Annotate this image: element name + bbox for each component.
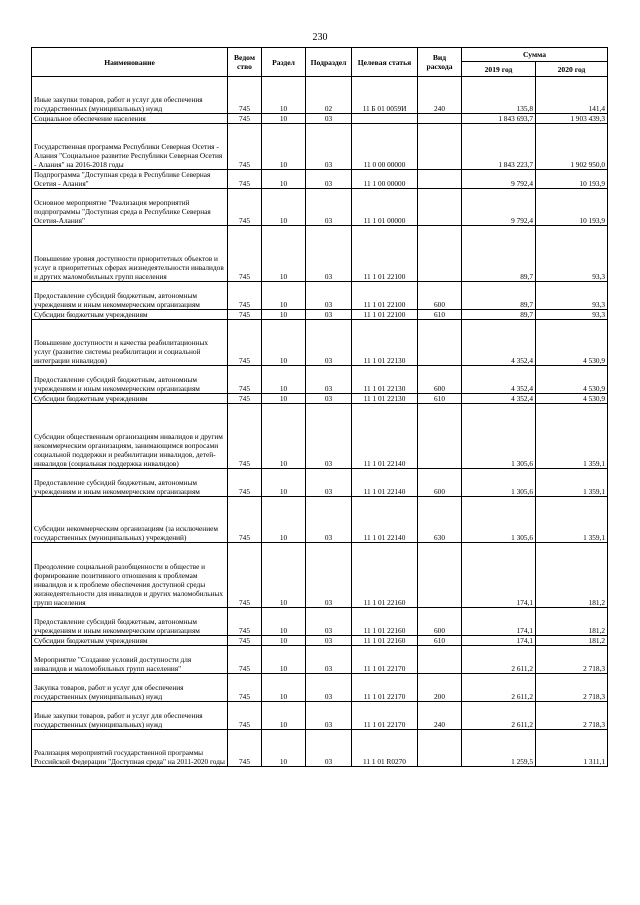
row-ved: 745 [228, 282, 262, 310]
row-name: Основное мероприятие "Реализация мероприятий подпрограммы "Доступная среда в Республике Северная Осетия-Алания" [32, 189, 228, 226]
row-razdel: 10 [262, 320, 306, 366]
row-sum-2020: 1 359,1 [536, 497, 608, 543]
row-sum-2019: 89,7 [462, 282, 536, 310]
row-ved: 745 [228, 636, 262, 646]
row-ved: 745 [228, 226, 262, 282]
row-sum-2020: 181,2 [536, 543, 608, 608]
row-cst: 11 1 01 22160 [352, 608, 418, 636]
row-sum-2019: 135,8 [462, 77, 536, 114]
row-cst: 11 1 01 22160 [352, 543, 418, 608]
row-sum-2020: 4 530,9 [536, 320, 608, 366]
table-row [32, 320, 608, 366]
budget-table [31, 47, 608, 767]
row-razdel: 10 [262, 543, 306, 608]
table-row [32, 77, 608, 114]
row-razdel: 10 [262, 674, 306, 702]
header-cst: Целевая статья [352, 48, 418, 77]
row-name: Социальное обеспечение населения [32, 114, 228, 124]
row-vid: 610 [418, 636, 462, 646]
row-razdel: 10 [262, 469, 306, 497]
row-sum-2019: 2 611,2 [462, 674, 536, 702]
row-razdel: 10 [262, 366, 306, 394]
row-razdel: 10 [262, 646, 306, 674]
row-vid [418, 170, 462, 189]
row-podrazdel: 03 [306, 608, 352, 636]
row-name: Повышение доступности и качества реабилитационных услуг (развитие системы реабилитации и социальной интеграции инвалидов) [32, 320, 228, 366]
table-row [32, 170, 608, 189]
row-cst: 11 Б 01 0059И [352, 77, 418, 114]
row-podrazdel: 03 [306, 636, 352, 646]
row-sum-2019: 2 611,2 [462, 702, 536, 730]
table-row [32, 226, 608, 282]
row-cst: 11 1 01 00000 [352, 189, 418, 226]
row-cst: 11 0 00 00000 [352, 124, 418, 170]
row-name: Иные закупки товаров, работ и услуг для обеспечения государственных (муниципальных) нужд [32, 702, 228, 730]
table-body [32, 77, 608, 767]
row-ved: 745 [228, 320, 262, 366]
table-row [32, 636, 608, 646]
row-razdel: 10 [262, 170, 306, 189]
row-name: Предоставление субсидий бюджетным, автономным учреждениям и иным некоммерческим организациям [32, 366, 228, 394]
row-podrazdel: 03 [306, 730, 352, 767]
row-cst: 11 1 01 22100 [352, 310, 418, 320]
row-vid: 630 [418, 497, 462, 543]
row-name: Субсидии бюджетным учреждениям [32, 394, 228, 404]
page-number: 230 [312, 32, 328, 43]
row-podrazdel: 03 [306, 226, 352, 282]
row-razdel: 10 [262, 394, 306, 404]
row-sum-2019: 1 259,5 [462, 730, 536, 767]
row-cst: 11 1 00 00000 [352, 170, 418, 189]
row-vid [418, 543, 462, 608]
table-row [32, 702, 608, 730]
row-podrazdel: 03 [306, 366, 352, 394]
row-razdel: 10 [262, 310, 306, 320]
row-name: Субсидии бюджетным учреждениям [32, 636, 228, 646]
table-row [32, 674, 608, 702]
row-ved: 745 [228, 170, 262, 189]
row-sum-2020: 93,3 [536, 282, 608, 310]
row-ved: 745 [228, 77, 262, 114]
row-sum-2020: 1 903 439,3 [536, 114, 608, 124]
row-vid [418, 226, 462, 282]
row-name: Мероприятие "Создание условий доступности для инвалидов и маломобильных групп населения" [32, 646, 228, 674]
row-vid [418, 646, 462, 674]
table-row [32, 497, 608, 543]
row-name: Преодоление социальной разобщенности в обществе и формирование позитивного отношения к проблемам инвалидов и к проблеме обеспечения доступной среды жизнедеятельности для инвалидов и других маломобильных групп населения [32, 543, 228, 608]
row-vid: 240 [418, 77, 462, 114]
row-vid: 240 [418, 702, 462, 730]
row-sum-2020: 10 193,9 [536, 189, 608, 226]
row-name: Субсидии бюджетным учреждениям [32, 310, 228, 320]
row-sum-2020: 4 530,9 [536, 394, 608, 404]
row-podrazdel: 02 [306, 77, 352, 114]
table-row [32, 608, 608, 636]
row-sum-2019: 1 843 223,7 [462, 124, 536, 170]
row-vid: 200 [418, 674, 462, 702]
row-razdel: 10 [262, 282, 306, 310]
row-sum-2020: 1 359,1 [536, 469, 608, 497]
row-sum-2019: 174,1 [462, 608, 536, 636]
row-sum-2019: 2 611,2 [462, 646, 536, 674]
row-sum-2020: 2 718,3 [536, 674, 608, 702]
row-sum-2020: 93,3 [536, 310, 608, 320]
row-sum-2020: 141,4 [536, 77, 608, 114]
table-row [32, 366, 608, 394]
row-ved: 745 [228, 404, 262, 469]
row-sum-2019: 1 305,6 [462, 497, 536, 543]
row-ved: 745 [228, 310, 262, 320]
row-cst: 11 1 01 22140 [352, 469, 418, 497]
row-podrazdel: 03 [306, 469, 352, 497]
table-row [32, 469, 608, 497]
row-razdel: 10 [262, 226, 306, 282]
table-row [32, 124, 608, 170]
row-sum-2020: 2 718,3 [536, 646, 608, 674]
row-name: Повышение уровня доступности приоритетных объектов и услуг в приоритетных сферах жизнедеятельности инвалидов и других маломобильных групп населения [32, 226, 228, 282]
header-name: Наименование [32, 48, 228, 77]
row-ved: 745 [228, 189, 262, 226]
row-cst: 11 1 01 22130 [352, 394, 418, 404]
row-name: Реализация мероприятий государственной программы Российской Федерации "Доступная среда" на 2011-2020 годы [32, 730, 228, 767]
row-podrazdel: 03 [306, 124, 352, 170]
table-row [32, 543, 608, 608]
row-podrazdel: 03 [306, 282, 352, 310]
row-cst: 11 1 01 22170 [352, 646, 418, 674]
row-razdel: 10 [262, 497, 306, 543]
row-sum-2019: 9 792,4 [462, 189, 536, 226]
row-sum-2019: 174,1 [462, 543, 536, 608]
row-vid: 610 [418, 394, 462, 404]
row-vid [418, 189, 462, 226]
row-name: Предоставление субсидий бюджетным, автономным учреждениям и иным некоммерческим организациям [32, 608, 228, 636]
row-sum-2019: 1 843 693,7 [462, 114, 536, 124]
row-vid [418, 124, 462, 170]
row-ved: 745 [228, 730, 262, 767]
row-sum-2019: 9 792,4 [462, 170, 536, 189]
row-razdel: 10 [262, 114, 306, 124]
row-sum-2020: 181,2 [536, 608, 608, 636]
header-summa: Сумма [462, 48, 608, 62]
row-vid [418, 320, 462, 366]
row-sum-2020: 181,2 [536, 636, 608, 646]
row-ved: 745 [228, 469, 262, 497]
row-ved: 745 [228, 674, 262, 702]
row-razdel: 10 [262, 608, 306, 636]
row-vid [418, 114, 462, 124]
row-podrazdel: 03 [306, 404, 352, 469]
row-ved: 745 [228, 114, 262, 124]
header-podrazdel: Подраздел [306, 48, 352, 77]
row-razdel: 10 [262, 77, 306, 114]
header-razdel: Раздел [262, 48, 306, 77]
header-year-2019: 2019 год [462, 62, 536, 77]
row-podrazdel: 03 [306, 189, 352, 226]
table-row [32, 189, 608, 226]
row-sum-2020: 1 902 950,0 [536, 124, 608, 170]
row-vid: 610 [418, 310, 462, 320]
row-cst: 11 1 01 22170 [352, 702, 418, 730]
row-sum-2019: 174,1 [462, 636, 536, 646]
row-podrazdel: 03 [306, 394, 352, 404]
row-ved: 745 [228, 543, 262, 608]
row-cst: 11 1 01 22100 [352, 226, 418, 282]
row-cst: 11 1 01 22160 [352, 636, 418, 646]
row-sum-2020: 93,3 [536, 226, 608, 282]
header-ved: Ведом ство [228, 48, 262, 77]
row-ved: 745 [228, 497, 262, 543]
row-cst: 11 1 01 22130 [352, 320, 418, 366]
row-razdel: 10 [262, 189, 306, 226]
row-razdel: 10 [262, 636, 306, 646]
row-razdel: 10 [262, 702, 306, 730]
table-row [32, 310, 608, 320]
row-cst: 11 1 01 22130 [352, 366, 418, 394]
row-name: Субсидии общественным организациям инвалидов и другим некоммерческим организациям, занимающимся вопросами социальной поддержки и реабилитации инвалидов, детей-инвалидов (социальная поддержка инвалидов) [32, 404, 228, 469]
row-cst: 11 1 01 R0270 [352, 730, 418, 767]
row-cst: 11 1 01 22100 [352, 282, 418, 310]
row-vid: 600 [418, 608, 462, 636]
row-ved: 745 [228, 366, 262, 394]
row-vid [418, 404, 462, 469]
row-podrazdel: 03 [306, 114, 352, 124]
row-vid: 600 [418, 469, 462, 497]
row-sum-2019: 1 305,6 [462, 404, 536, 469]
row-podrazdel: 03 [306, 646, 352, 674]
row-sum-2019: 89,7 [462, 226, 536, 282]
row-podrazdel: 03 [306, 702, 352, 730]
row-cst: 11 1 01 22140 [352, 404, 418, 469]
row-cst [352, 114, 418, 124]
row-razdel: 10 [262, 404, 306, 469]
row-sum-2020: 1 359,1 [536, 404, 608, 469]
row-podrazdel: 03 [306, 170, 352, 189]
row-razdel: 10 [262, 730, 306, 767]
header-vid: Вид расхода [418, 48, 462, 77]
row-podrazdel: 03 [306, 543, 352, 608]
row-sum-2020: 10 193,9 [536, 170, 608, 189]
table-row [32, 394, 608, 404]
row-podrazdel: 03 [306, 310, 352, 320]
table-row [32, 114, 608, 124]
row-podrazdel: 03 [306, 320, 352, 366]
row-sum-2019: 1 305,6 [462, 469, 536, 497]
table-row [32, 646, 608, 674]
row-ved: 745 [228, 646, 262, 674]
row-sum-2020: 2 718,3 [536, 702, 608, 730]
row-name: Закупка товаров, работ и услуг для обеспечения государственных (муниципальных) нужд [32, 674, 228, 702]
header-year-2020: 2020 год [536, 62, 608, 77]
row-sum-2020: 4 530,9 [536, 366, 608, 394]
row-cst: 11 1 01 22140 [352, 497, 418, 543]
row-podrazdel: 03 [306, 674, 352, 702]
row-podrazdel: 03 [306, 497, 352, 543]
row-vid: 600 [418, 282, 462, 310]
row-name: Государственная программа Республики Северная Осетия - Алания "Социальное развитие Республики Северная Осетия - Алания" на 2016-2018 годы [32, 124, 228, 170]
row-name: Субсидии некоммерческим организациям (за исключением государственных (муниципальных) учреждений) [32, 497, 228, 543]
row-name: Предоставление субсидий бюджетным, автономным учреждениям и иным некоммерческим организациям [32, 282, 228, 310]
row-name: Предоставление субсидий бюджетным, автономным учреждениям и иным некоммерческим организациям [32, 469, 228, 497]
row-sum-2020: 1 311,1 [536, 730, 608, 767]
row-razdel: 10 [262, 124, 306, 170]
table-row [32, 404, 608, 469]
row-name: Иные закупки товаров, работ и услуг для обеспечения государственных (муниципальных) нужд [32, 77, 228, 114]
row-ved: 745 [228, 124, 262, 170]
row-vid [418, 730, 462, 767]
row-sum-2019: 4 352,4 [462, 366, 536, 394]
row-cst: 11 1 01 22170 [352, 674, 418, 702]
table-row [32, 282, 608, 310]
row-sum-2019: 89,7 [462, 310, 536, 320]
row-ved: 745 [228, 702, 262, 730]
table-row [32, 730, 608, 767]
row-name: Подпрограмма "Доступная среда в Республике Северная Осетия - Алания" [32, 170, 228, 189]
row-ved: 745 [228, 608, 262, 636]
row-sum-2019: 4 352,4 [462, 320, 536, 366]
row-ved: 745 [228, 394, 262, 404]
row-sum-2019: 4 352,4 [462, 394, 536, 404]
row-vid: 600 [418, 366, 462, 394]
